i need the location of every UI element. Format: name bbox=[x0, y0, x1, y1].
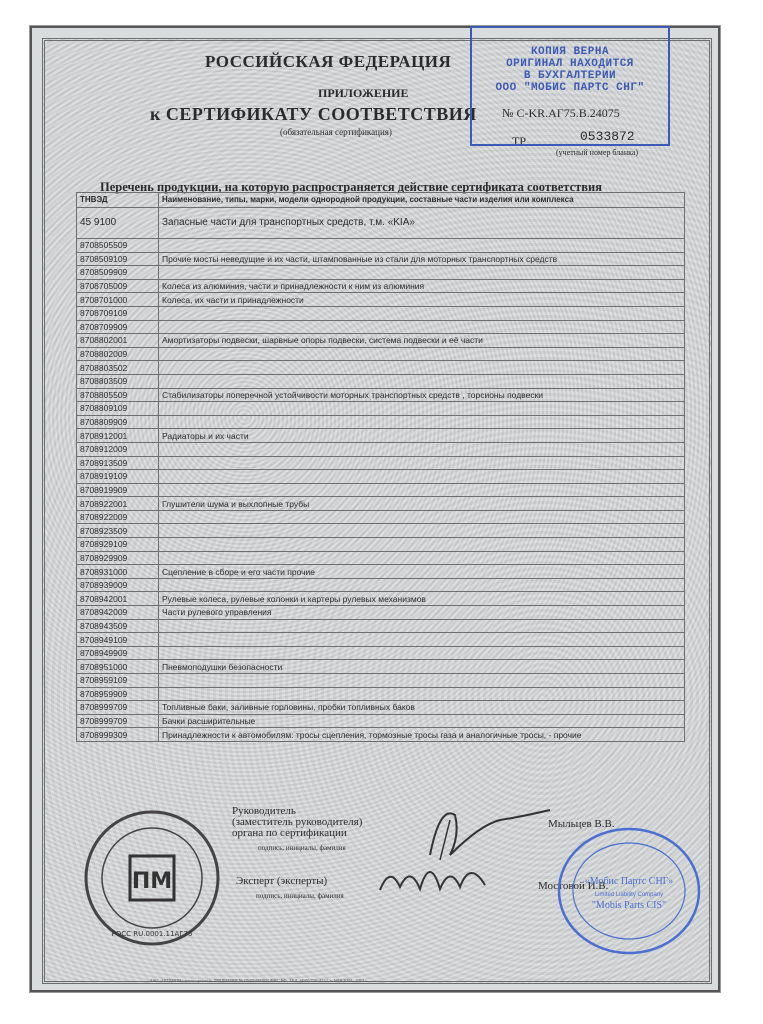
country-title: РОССИЙСКАЯ ФЕДЕРАЦИЯ bbox=[205, 52, 452, 71]
tnved-code: 8708912009 bbox=[77, 442, 159, 456]
tnved-code: 8708809909 bbox=[77, 415, 159, 429]
product-description: Амортизаторы подвески, шарвные опоры подвески, система подвески и её части bbox=[159, 334, 685, 348]
stamp-line: КОПИЯ ВЕРНА bbox=[530, 46, 610, 58]
expert-signature-caption: подпись, инициалы, фамилия bbox=[256, 892, 344, 900]
product-description bbox=[159, 619, 685, 633]
product-description: Пневмоподушки безопасности bbox=[159, 660, 685, 674]
head-deputy: (заместитель руководителя) bbox=[232, 816, 363, 828]
tnved-code: 8708809109 bbox=[77, 402, 159, 416]
product-description: Бачки расширительные bbox=[159, 714, 685, 728]
handwritten-signatures bbox=[370, 795, 570, 905]
stamp-line: Limited Liability Company bbox=[594, 892, 664, 898]
table-row bbox=[77, 619, 685, 633]
appendix-label: ПРИЛОЖЕНИЕ bbox=[318, 86, 409, 100]
tnved-code: 8708919109 bbox=[77, 470, 159, 484]
tnved-code: 8708939009 bbox=[77, 578, 159, 592]
tnved-code: 8708929909 bbox=[77, 551, 159, 565]
table-row bbox=[77, 334, 685, 348]
product-description bbox=[159, 402, 685, 416]
table-row bbox=[77, 442, 685, 456]
product-description bbox=[159, 524, 685, 538]
product-description bbox=[159, 687, 685, 701]
table-row bbox=[77, 646, 685, 660]
product-description bbox=[159, 374, 685, 388]
table-row bbox=[77, 361, 685, 375]
product-description bbox=[159, 470, 685, 484]
product-description: Топливные баки, заливные горловины, пробки топливных баков bbox=[159, 701, 685, 715]
product-description bbox=[159, 510, 685, 524]
tnved-code: 8708942009 bbox=[77, 606, 159, 620]
table-row bbox=[77, 578, 685, 592]
product-description bbox=[159, 538, 685, 552]
head-body: органа по сертификации bbox=[232, 827, 347, 839]
header-description: Наименование, типы, марки, модели однородной продукции, составные части изделия или комплекса bbox=[159, 193, 685, 208]
table-row bbox=[77, 347, 685, 361]
table-row bbox=[77, 415, 685, 429]
tnved-code: 8708951000 bbox=[77, 660, 159, 674]
tnved-code: 8708949909 bbox=[77, 646, 159, 660]
table-row bbox=[77, 402, 685, 416]
tnved-code: 8708505509 bbox=[77, 239, 159, 253]
stamp-line: В БУХГАЛТЕРИИ bbox=[523, 70, 617, 82]
tnved-code: 8708803502 bbox=[77, 361, 159, 375]
product-description: Глушители шума и выхлопные трубы bbox=[159, 497, 685, 511]
table-row bbox=[77, 510, 685, 524]
certification-type: (обязательная сертификация) bbox=[280, 127, 392, 137]
table-row bbox=[77, 633, 685, 647]
product-description: Колеса из алюминия, части и принадлежности к ним из алюминия bbox=[159, 279, 685, 293]
tr-label: ТР bbox=[512, 134, 527, 148]
tnved-code: 8708959109 bbox=[77, 674, 159, 688]
table-row bbox=[77, 551, 685, 565]
tnved-code: 8708805509 bbox=[77, 388, 159, 402]
products-table bbox=[76, 192, 685, 742]
table-row bbox=[77, 306, 685, 320]
tnved-code: 8708999709 bbox=[77, 714, 159, 728]
table-row bbox=[77, 592, 685, 606]
tnved-code: 8708999309 bbox=[77, 728, 159, 742]
product-description: Рулевые колеса, рулевые колонки и картеры рулевых механизмов bbox=[159, 592, 685, 606]
expert-label: Эксперт (эксперты) bbox=[236, 875, 328, 887]
head-signature-caption: подпись, инициалы, фамилия bbox=[258, 844, 346, 852]
table-row bbox=[77, 239, 685, 253]
tnved-code: 8708923509 bbox=[77, 524, 159, 538]
tnved-code: 8708929109 bbox=[77, 538, 159, 552]
tnved-code: 8708509109 bbox=[77, 252, 159, 266]
table-header-row bbox=[77, 193, 685, 208]
tnved-code: 45 9100 bbox=[77, 208, 159, 239]
product-description bbox=[159, 456, 685, 470]
table-row bbox=[77, 293, 685, 307]
table-row bbox=[77, 687, 685, 701]
tnved-code: 8708802009 bbox=[77, 347, 159, 361]
blank-number-label: (учетный номер бланка) bbox=[556, 148, 639, 157]
product-description: Сцепление в сборе и его части прочие bbox=[159, 565, 685, 579]
table-row bbox=[77, 320, 685, 334]
product-description: Запасные части для транспортных средств, т.м. «KIA» bbox=[159, 208, 685, 239]
tnved-code: 8708922001 bbox=[77, 497, 159, 511]
table-row bbox=[77, 538, 685, 552]
table-row bbox=[77, 429, 685, 443]
copy-verified-stamp bbox=[470, 26, 670, 146]
table-row bbox=[77, 728, 685, 742]
table-row bbox=[77, 565, 685, 579]
product-description bbox=[159, 633, 685, 647]
tnved-code: 8708919909 bbox=[77, 483, 159, 497]
product-description bbox=[159, 674, 685, 688]
product-description: Принадлежности к автомобилям: тросы сцепления, тормозные тросы газа и аналогичные тросы, - прочие bbox=[159, 728, 685, 742]
product-description bbox=[159, 646, 685, 660]
product-description bbox=[159, 415, 685, 429]
table-row bbox=[77, 497, 685, 511]
product-description bbox=[159, 442, 685, 456]
head-name: Мыльцев В.В. bbox=[548, 818, 615, 830]
tnved-code: 8708705009 bbox=[77, 279, 159, 293]
tnved-code: 8708701000 bbox=[77, 293, 159, 307]
header-code: ТНВЭД bbox=[77, 193, 159, 208]
tnved-code: 8708802001 bbox=[77, 334, 159, 348]
stamp-line: ООО "МОБИС ПАРТС СНГ" bbox=[495, 82, 645, 94]
tr-number: 0533872 bbox=[580, 129, 635, 144]
product-description: Радиаторы и их части bbox=[159, 429, 685, 443]
product-description bbox=[159, 347, 685, 361]
list-title: Перечень продукции, на которую распространяется действие сертификата соответствия bbox=[100, 180, 602, 194]
table-row bbox=[77, 483, 685, 497]
head-title: Руководитель bbox=[232, 805, 296, 817]
printer-footer: ЗАО «ОПЦИОН» www.opcion.ru ЛИЦЕНЗИЯ № 05-05-09/003 ФНС РФ, ТЕЛ. (495) 726-4742, г. МОСКВА, 2012 г. bbox=[150, 978, 368, 983]
product-description bbox=[159, 551, 685, 565]
product-description bbox=[159, 320, 685, 334]
tnved-code: 8708913509 bbox=[77, 456, 159, 470]
product-description bbox=[159, 361, 685, 375]
table-row bbox=[77, 701, 685, 715]
product-description bbox=[159, 578, 685, 592]
tnved-code: 8708922009 bbox=[77, 510, 159, 524]
table-row bbox=[77, 456, 685, 470]
seal-center: ПМ bbox=[131, 869, 173, 894]
seal-registry: РОСС RU.0001.11АГ75 bbox=[111, 930, 193, 938]
table-row bbox=[77, 388, 685, 402]
table-row bbox=[77, 208, 685, 239]
table-row bbox=[77, 660, 685, 674]
expert-name: Мостовой И.В. bbox=[538, 880, 609, 892]
product-description bbox=[159, 266, 685, 280]
table-row bbox=[77, 279, 685, 293]
product-description: Части рулевого управления bbox=[159, 606, 685, 620]
tnved-code: 8708949109 bbox=[77, 633, 159, 647]
table-row bbox=[77, 524, 685, 538]
table-row bbox=[77, 714, 685, 728]
tnved-code: 8708999709 bbox=[77, 701, 159, 715]
table-row bbox=[77, 266, 685, 280]
product-description bbox=[159, 306, 685, 320]
stamp-line: «Мобис Партс СНГ» bbox=[584, 876, 674, 887]
product-description bbox=[159, 239, 685, 253]
product-description: Прочие мосты неведущие и их части, штампованные из стали для моторных транспортных средств bbox=[159, 252, 685, 266]
table-row bbox=[77, 674, 685, 688]
table-row bbox=[77, 606, 685, 620]
certificate-title: к СЕРТИФИКАТУ СООТВЕТСТВИЯ bbox=[150, 104, 477, 124]
product-description bbox=[159, 483, 685, 497]
tnved-code: 8708709109 bbox=[77, 306, 159, 320]
tnved-code: 8708912001 bbox=[77, 429, 159, 443]
table-row bbox=[77, 470, 685, 484]
tnved-code: 8708803509 bbox=[77, 374, 159, 388]
tnved-code: 8708959909 bbox=[77, 687, 159, 701]
product-description: Колеса, их части и принадлежности bbox=[159, 293, 685, 307]
tnved-code: 8708931000 bbox=[77, 565, 159, 579]
tnved-code: 8708943509 bbox=[77, 619, 159, 633]
table-row bbox=[77, 374, 685, 388]
head-signature-block bbox=[232, 806, 362, 839]
tnved-code: 8708509909 bbox=[77, 266, 159, 280]
tnved-code: 8708942001 bbox=[77, 592, 159, 606]
tnved-code: 8708709909 bbox=[77, 320, 159, 334]
company-round-stamp bbox=[556, 826, 702, 956]
table-row bbox=[77, 252, 685, 266]
stamp-line: ОРИГИНАЛ НАХОДИТСЯ bbox=[506, 58, 634, 70]
certificate-number: № С-KR.АГ75.В.24075 bbox=[502, 106, 620, 120]
certification-body-seal bbox=[82, 808, 222, 948]
product-description: Стабилизаторы поперечной устойчивости моторных транспортных средств , торсионы подвески bbox=[159, 388, 685, 402]
stamp-line: "Mobis Parts CIS" bbox=[591, 900, 667, 911]
